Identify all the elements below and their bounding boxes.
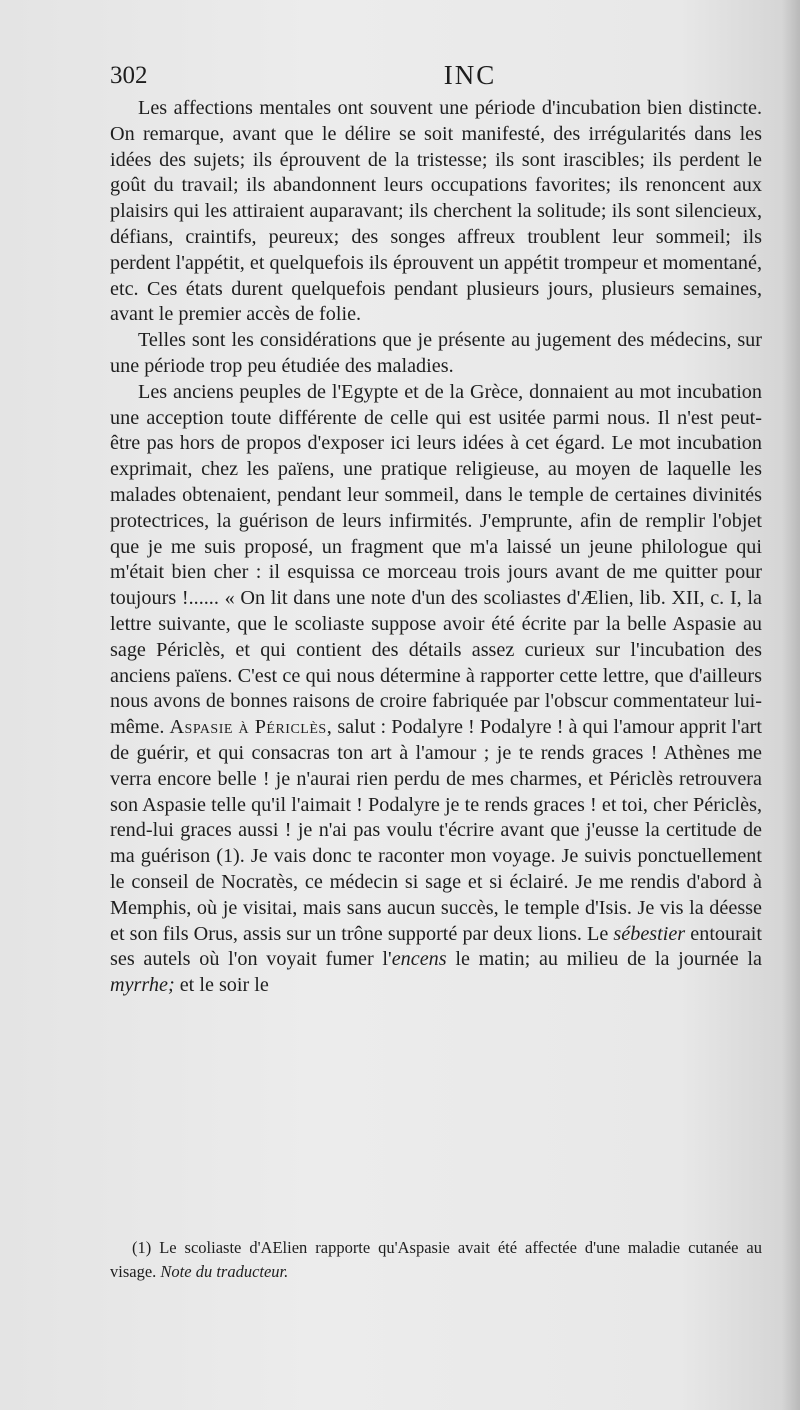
paragraph-2: Telles sont les considérations que je présente au jugement des médecins, sur une période trop peu étudiée des maladies. (110, 329, 762, 377)
paragraph-3 (110, 380, 762, 999)
scan-edge-shadow (782, 0, 800, 1410)
paragraph-1: Les affections mentales ont souvent une période d'incubation bien distincte. On remarque, avant que le délire se soit manifesté, des irrégularités dans les idées des sujets; ils éprouvent de la tristesse; ils sont irascibles; ils perdent le goût du travail; ils abandonnent leurs occupations favorites; ils renoncent aux plaisirs qui les attiraient auparavant; ils cherchent la solitude; ils sont silencieux, défians, craintifs, peureux; des songes affreux troublent leur sommeil; ils perdent l'appétit, et quelquefois ils éprouvent un appétit trompeur et momentané, etc. Ces états durent quelquefois pendant plusieurs jours, plusieurs semaines, avant le premier accès de folie. (110, 97, 762, 326)
running-head: INC (443, 60, 497, 90)
italic-myrrhe: myrrhe; (110, 974, 175, 997)
footnote (110, 1236, 762, 1284)
footnote-note-label: Note du traducteur. (160, 1262, 289, 1281)
paragraph-3-part-d: le matin; au milieu de la journée la (455, 948, 762, 971)
italic-sebestier: sébestier (613, 922, 686, 945)
paragraph-3-part-e: et le soir le (179, 974, 269, 997)
body-text (110, 96, 762, 999)
italic-encens: encens (391, 948, 447, 971)
footnote-text (110, 1236, 762, 1284)
paragraph-3-part-b: salut : Podalyre ! Podalyre ! à qui l'amour apprit l'art de guérir, et qui consacras ton art à l'amour ; je te rends graces ! Athènes me verra encore belle ! je n'aurai rien perdu de mes charmes, et Périclès retrouvera son Aspasie telle qu'il l'aimait ! Podalyre je te rends graces ! et toi, cher Périclès, rend-lui graces aussi ! je n'ai pas voulu t'écrire avant que j'eusse la certitude de ma guérison (1). Je vais donc te raconter mon voyage. Je suivis ponctuellement le conseil de Nocratès, ce médecin si sage et si éclairé. Je me rendis d'abord à Memphis, où je visitai, mais sans aucun succès, le temple d'Isis. Je vis la déesse et son fils Orus, assis sur un trône supporté par deux lions. Le (110, 716, 763, 945)
paragraph-3-part-c: entourait ses autels où l'on voyait fumer l' (110, 922, 763, 971)
paragraph-3-part-a: Les anciens peuples de l'Egypte et de la Grèce, donnaient au mot incubation une acception toute différente de celle qui est usitée parmi nous. Il n'est peut-être pas hors de propos d'exposer ici leurs idées à cet égard. Le mot incubation exprimait, chez les païens, une pratique religieuse, au moyen de laquelle les malades obtenaient, pendant leur sommeil, dans le temple de certaines divinités protectrices, la guérison de leurs infirmités. J'emprunte, afin de remplir l'objet que je me suis proposé, un fragment que m'a laissé un jeune philologue qui m'était bien cher : il esquissa ce morceau trois jours avant de me quitter pour toujours !...... « On lit dans une note d'un des scoliastes d'Ælien, lib. XII, c. I, la lettre suivante, que le scoliaste suppose avoir été écrite par la belle Aspasie au sage Périclès, et qui contient des détails assez curieux sur l'incubation des anciens païens. C'est ce qui nous détermine à rapporter cette lettre, que d'ailleurs nous avons de bonnes raisons de croire fabriquée par l'obscur commentateur lui-même. (110, 380, 762, 739)
footnote-body: (1) Le scoliaste d'AElien rapporte qu'Aspasie avait été affectée d'une maladie cutanée au visage. (110, 1238, 762, 1281)
page-number: 302 (110, 62, 148, 89)
page-header (110, 62, 760, 94)
letter-salutation: Aspasie à Périclès, (169, 716, 333, 739)
